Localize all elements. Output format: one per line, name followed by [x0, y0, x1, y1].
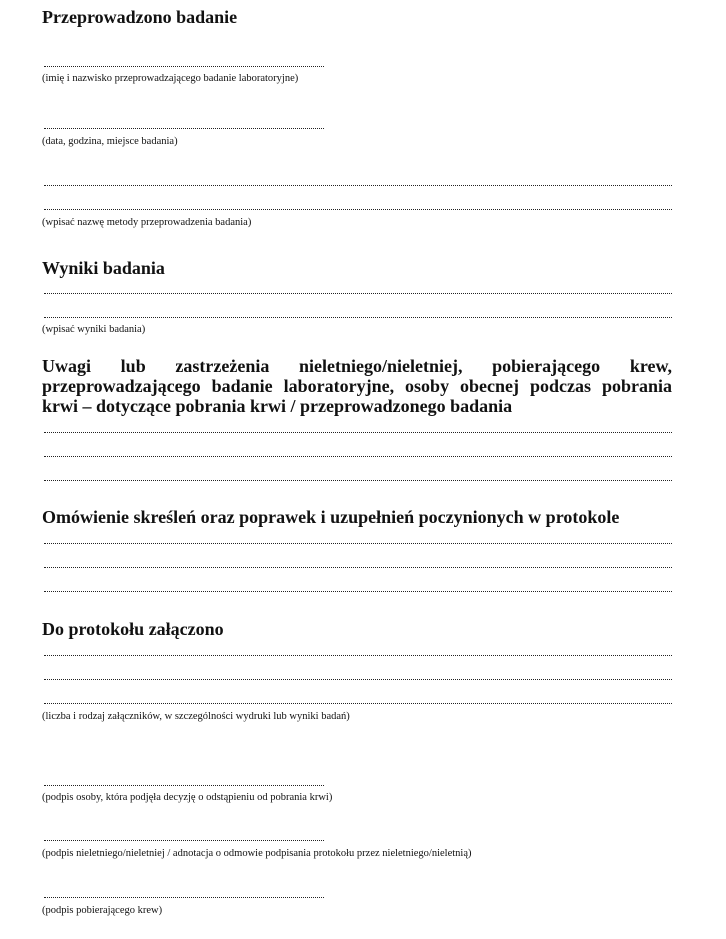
corrections-line-2[interactable] [44, 567, 672, 568]
exam-datetime-line[interactable] [44, 128, 324, 129]
remarks-line-1[interactable] [44, 432, 672, 433]
method-line-2[interactable] [44, 209, 672, 210]
attachments-line-3[interactable] [44, 703, 672, 704]
corrections-line-1[interactable] [44, 543, 672, 544]
performer-name-line[interactable] [44, 66, 324, 67]
section-title-corrections: Omówienie skreśleń oraz poprawek i uzupełnień poczynionych w protokole [42, 507, 620, 527]
results-line-1[interactable] [44, 293, 672, 294]
corrections-line-3[interactable] [44, 591, 672, 592]
decision-signature-caption: (podpis osoby, która podjęła decyzję o odstąpieniu od pobrania krwi) [42, 792, 333, 803]
method-caption: (wpisać nazwę metody przeprowadzenia badania) [42, 217, 252, 228]
attachments-line-1[interactable] [44, 655, 672, 656]
minor-signature-caption: (podpis nieletniego/nieletniej / adnotacja o odmowie podpisania protokołu przez nieletniego/nieletnią) [42, 848, 472, 859]
results-line-2[interactable] [44, 317, 672, 318]
remarks-line-3[interactable] [44, 480, 672, 481]
section-title-attachments: Do protokołu załączono [42, 619, 224, 639]
section-title-remarks: Uwagi lub zastrzeżenia nieletniego/nieletniej, pobierającego krew, przeprowadzającego badanie laboratoryjne, osoby obecnej podczas pobrania krwi – dotyczące pobrania krwi / przeprowadzonego badania [42, 356, 672, 416]
attachments-line-2[interactable] [44, 679, 672, 680]
exam-datetime-caption: (data, godzina, miejsce badania) [42, 136, 178, 147]
performer-name-caption: (imię i nazwisko przeprowadzającego badanie laboratoryjne) [42, 73, 299, 84]
decision-signature-line[interactable] [44, 785, 324, 786]
method-line-1[interactable] [44, 185, 672, 186]
results-caption: (wpisać wyniki badania) [42, 324, 146, 335]
remarks-line-2[interactable] [44, 456, 672, 457]
section-title-results: Wyniki badania [42, 258, 165, 278]
attachments-caption: (liczba i rodzaj załączników, w szczególności wydruki lub wyniki badań) [42, 711, 350, 722]
minor-signature-line[interactable] [44, 840, 324, 841]
collector-signature-caption: (podpis pobierającego krew) [42, 905, 163, 916]
collector-signature-line[interactable] [44, 897, 324, 898]
section-title-performed: Przeprowadzono badanie [42, 7, 238, 27]
